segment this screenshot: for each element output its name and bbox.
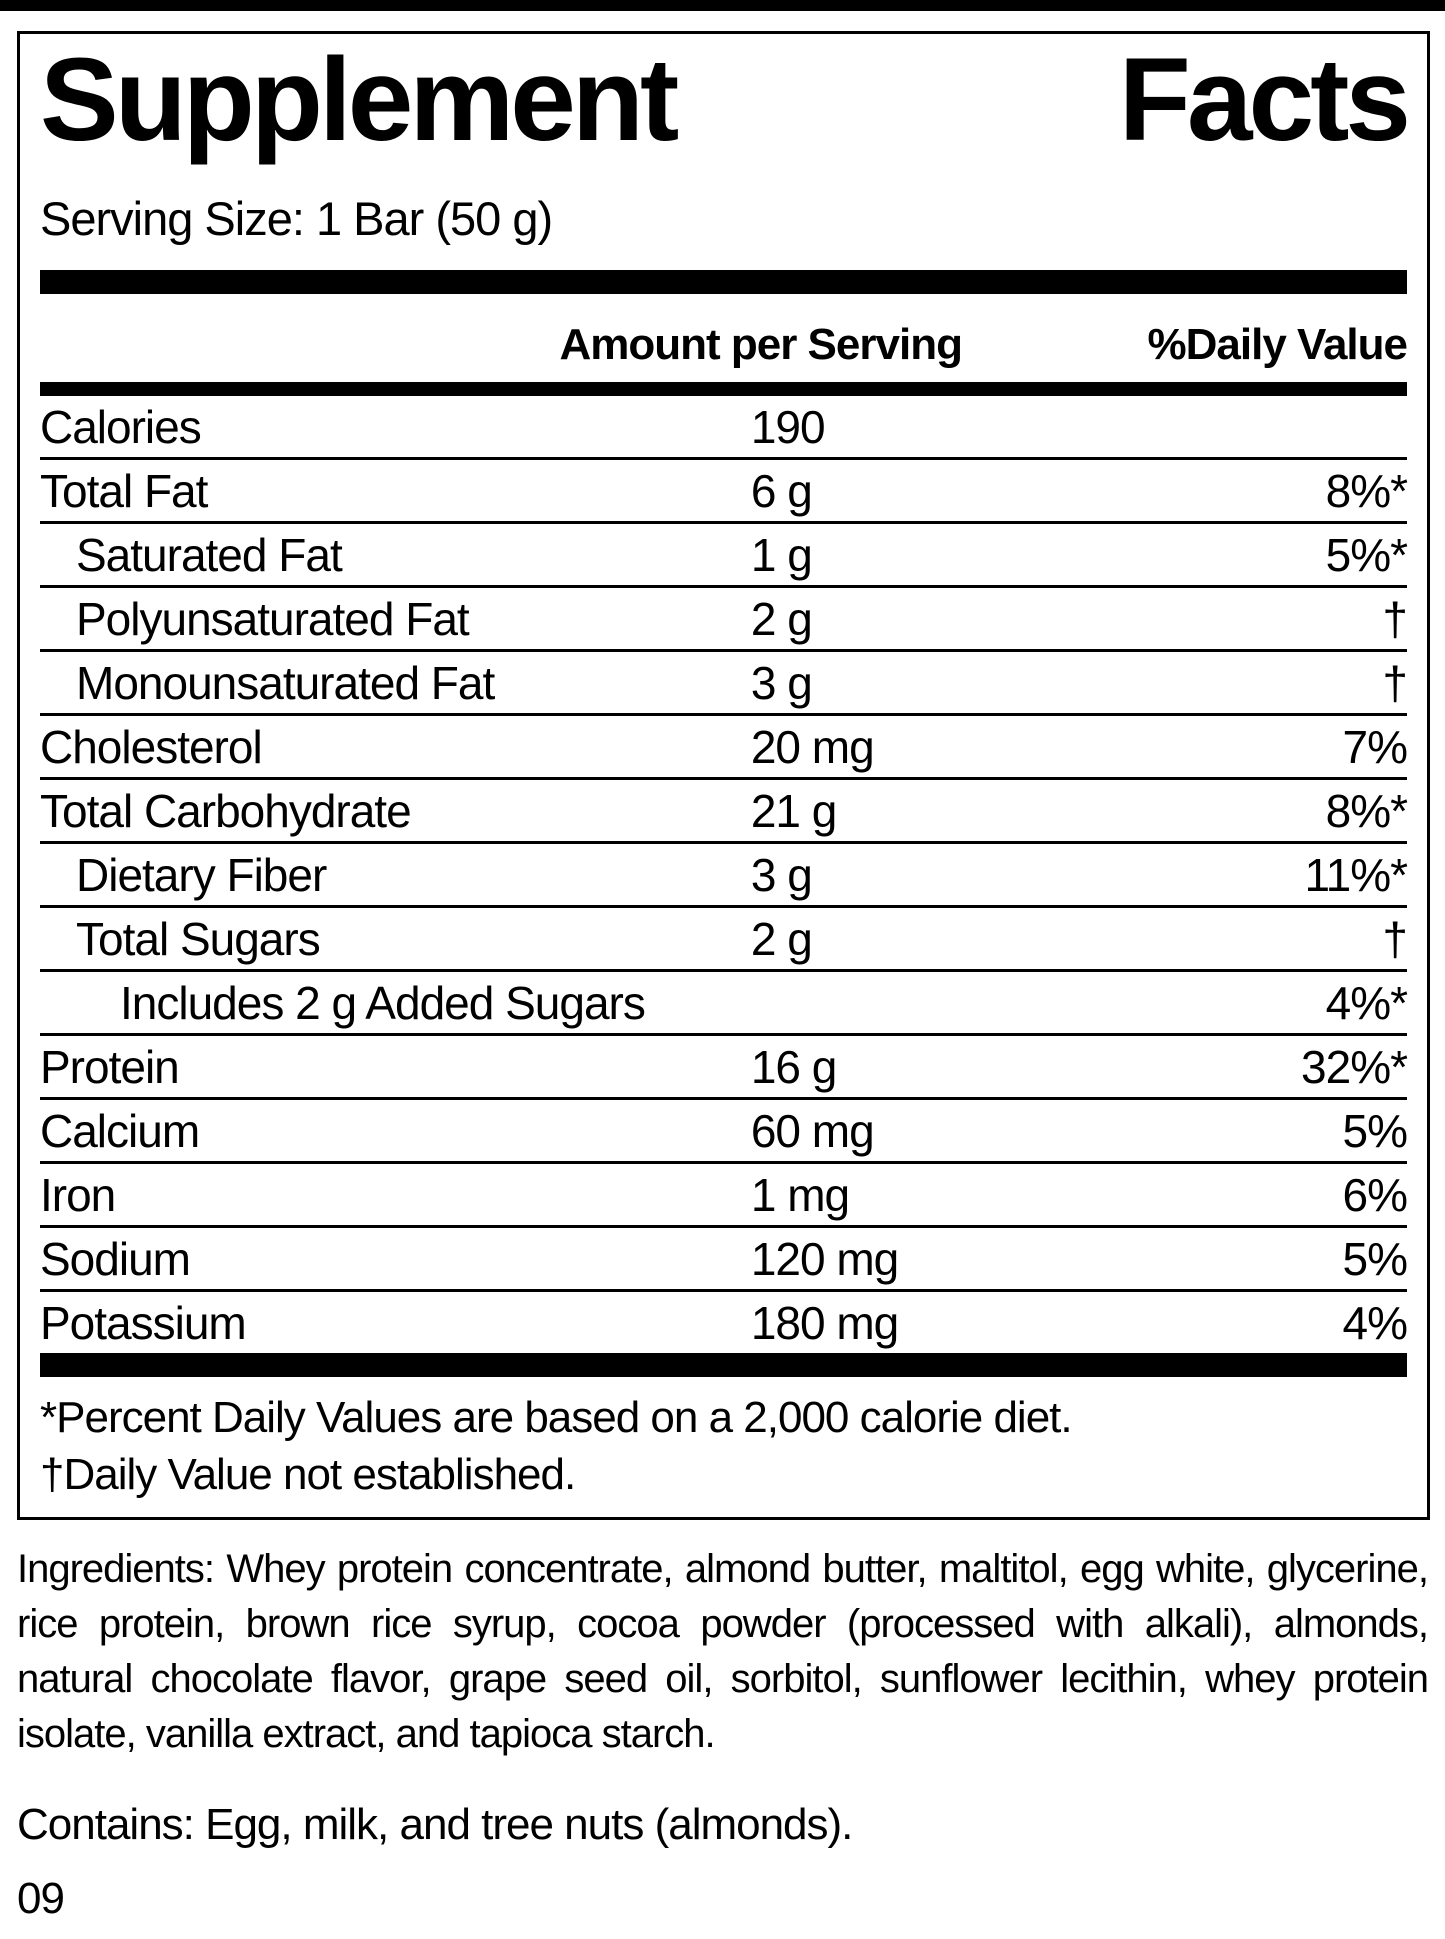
nutrient-dv: 32%* — [1301, 1040, 1407, 1093]
separator-bar-header — [40, 382, 1407, 396]
nutrient-dv: 8%* — [1325, 784, 1407, 837]
nutrient-label: Iron — [40, 1168, 116, 1221]
panel-title-word-left: Supplement — [40, 34, 676, 166]
nutrient-label: Dietary Fiber — [76, 848, 327, 901]
table-row-sodium — [40, 1228, 1407, 1292]
table-row-total-fat — [40, 460, 1407, 524]
amount-column-header: Amount per Serving — [559, 320, 962, 370]
nutrient-amount: 3 g — [750, 656, 812, 709]
nutrient-label: Sodium — [40, 1232, 190, 1285]
table-row-total-sugars — [40, 908, 1407, 972]
nutrient-amount: 180 mg — [750, 1296, 899, 1349]
table-row-total-carbohydrate — [40, 780, 1407, 844]
panel-title — [40, 34, 1407, 166]
nutrient-label: Calcium — [40, 1104, 200, 1157]
nutrient-table — [40, 396, 1407, 1353]
supplement-facts-panel — [17, 31, 1430, 1520]
nutrient-label: Total Fat — [40, 464, 208, 517]
table-row-calcium — [40, 1100, 1407, 1164]
nutrient-label: Saturated Fat — [76, 528, 342, 581]
nutrient-dv: 11%* — [1304, 848, 1407, 901]
nutrient-dv: † — [1382, 912, 1407, 965]
footnote-percent-dv: *Percent Daily Values are based on a 2,000 calorie diet. — [40, 1393, 1072, 1443]
table-row-polyunsaturated-fat — [40, 588, 1407, 652]
table-row-monounsaturated-fat — [40, 652, 1407, 716]
nutrient-label: Total Sugars — [76, 912, 320, 965]
top-edge-strip — [0, 0, 1445, 11]
table-row-saturated-fat — [40, 524, 1407, 588]
daily-value-column-header: %Daily Value — [1147, 320, 1407, 370]
nutrient-label: Includes 2 g Added Sugars — [120, 976, 645, 1029]
nutrient-dv: 5% — [1342, 1232, 1407, 1285]
nutrient-label: Polyunsaturated Fat — [76, 592, 469, 645]
nutrient-amount: 60 mg — [750, 1104, 874, 1157]
panel-title-word-right: Facts — [1118, 34, 1407, 166]
nutrient-dv: 4%* — [1325, 976, 1407, 1029]
nutrient-dv: † — [1382, 656, 1407, 709]
nutrient-amount: 3 g — [750, 848, 812, 901]
table-row-potassium — [40, 1292, 1407, 1353]
nutrient-amount: 16 g — [750, 1040, 837, 1093]
nutrient-label: Total Carbohydrate — [40, 784, 411, 837]
nutrient-label: Monounsaturated Fat — [76, 656, 495, 709]
nutrient-amount: 20 mg — [750, 720, 874, 773]
table-row-protein — [40, 1036, 1407, 1100]
nutrient-amount: 1 mg — [750, 1168, 850, 1221]
nutrient-dv: † — [1382, 592, 1407, 645]
separator-bar-bottom — [40, 1353, 1407, 1377]
label-code: 09 — [17, 1874, 64, 1923]
table-row-calories — [40, 396, 1407, 460]
footnotes — [40, 1389, 1407, 1503]
nutrient-dv: 6% — [1342, 1168, 1407, 1221]
allergen-statement: Contains: Egg, milk, and tree nuts (almonds). — [17, 1800, 853, 1849]
nutrient-amount: 21 g — [750, 784, 837, 837]
nutrient-dv: 5%* — [1325, 528, 1407, 581]
table-row-added-sugars — [40, 972, 1407, 1036]
nutrient-amount: 6 g — [750, 464, 812, 517]
footnote-dagger: †Daily Value not established. — [40, 1450, 576, 1500]
nutrient-dv: 4% — [1342, 1296, 1407, 1349]
ingredients-paragraph: Ingredients: Whey protein concentrate, almond butter, maltitol, egg white, glycerine, rice protein, brown rice syrup, cocoa powder (processed with alkali), almonds, natural chocolate flavor, grape seed oil, sorbitol, sunflower lecithin, whey protein isolate, vanilla extract, and tapioca starch. — [17, 1547, 1428, 1756]
nutrient-amount: 190 — [750, 400, 825, 453]
separator-bar-top — [40, 270, 1407, 294]
nutrient-dv: 8%* — [1325, 464, 1407, 517]
nutrient-amount: 1 g — [750, 528, 812, 581]
nutrient-label: Potassium — [40, 1296, 246, 1349]
nutrient-amount: 2 g — [750, 592, 812, 645]
table-row-cholesterol — [40, 716, 1407, 780]
serving-size-text: Serving Size: 1 Bar (50 g) — [40, 192, 553, 246]
nutrient-label: Cholesterol — [40, 720, 262, 773]
nutrient-amount: 2 g — [750, 912, 812, 965]
nutrient-amount: 120 mg — [750, 1232, 899, 1285]
nutrient-label: Calories — [40, 400, 201, 453]
nutrient-dv: 5% — [1342, 1104, 1407, 1157]
table-header-row — [40, 294, 1407, 382]
nutrient-label: Protein — [40, 1040, 179, 1093]
nutrient-dv: 7% — [1342, 720, 1407, 773]
table-row-dietary-fiber — [40, 844, 1407, 908]
table-row-iron — [40, 1164, 1407, 1228]
